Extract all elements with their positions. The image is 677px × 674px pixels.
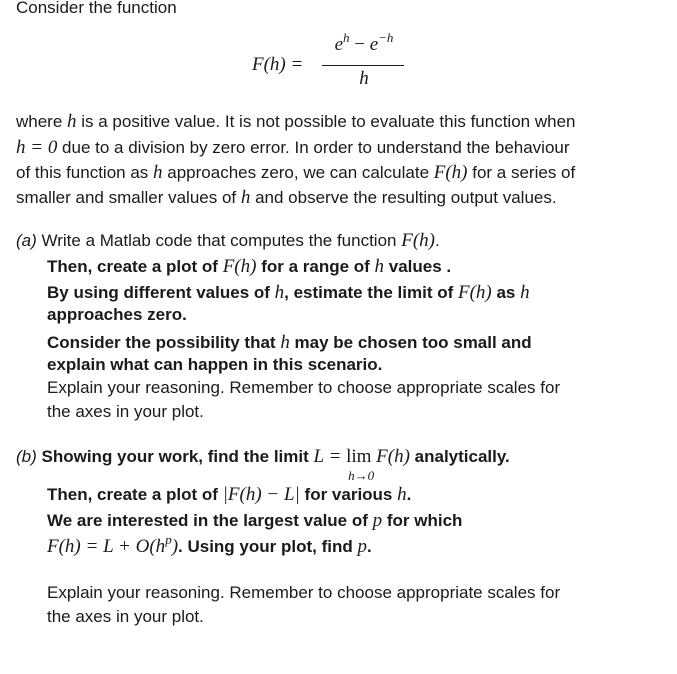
formula-numerator	[324, 30, 404, 56]
num-e2: e	[369, 34, 379, 55]
part-a-line-1	[16, 230, 440, 252]
num-exp1: h	[343, 30, 350, 45]
part-a-line-7	[47, 377, 560, 399]
text: explain what can happen in this scenario.	[47, 355, 383, 374]
math-big-o	[47, 532, 179, 557]
math-F: F(h)	[371, 446, 410, 467]
text: as	[491, 283, 521, 302]
paragraph-line-3	[16, 162, 575, 184]
text: . Using your plot, find	[178, 537, 358, 556]
part-a-line-6	[47, 354, 382, 376]
formula-denominator: h	[359, 68, 369, 89]
text: .	[366, 537, 372, 556]
text: Showing your work, find the limit	[36, 447, 314, 466]
part-b-line-6	[47, 606, 204, 628]
text: Then, create a plot of	[47, 485, 223, 504]
text: smaller and smaller values of	[16, 188, 241, 207]
paragraph-line-4	[16, 187, 557, 209]
text: We are interested in the largest value of	[47, 511, 373, 530]
text: where	[16, 112, 68, 131]
math-p: p	[357, 536, 367, 557]
part-a-line-4	[47, 304, 187, 326]
math-part: F(h) = L + O(h	[47, 536, 166, 557]
text: Explain your reasoning. Remember to choose appropriate scales for	[47, 378, 561, 397]
part-a-line-8	[47, 401, 204, 423]
math-h: h	[153, 162, 163, 183]
text: for a series of	[467, 163, 576, 182]
math-h: h	[274, 282, 285, 303]
text: due to a division by zero error. In order to understand the behaviour	[57, 138, 570, 157]
text: is a positive value. It is not possible to evaluate this function when	[76, 112, 576, 131]
intro-text	[16, 0, 177, 19]
text: approaches zero, we can calculate	[162, 163, 434, 182]
part-b-line-5	[47, 582, 560, 604]
text: values .	[384, 257, 452, 276]
limit-operator	[346, 446, 375, 483]
text: for which	[382, 511, 463, 530]
text: analytically.	[409, 447, 510, 466]
text: of this function as	[16, 163, 154, 182]
text: for various	[299, 485, 398, 504]
part-a-line-5	[47, 332, 532, 354]
part-b-line-2	[47, 484, 411, 506]
math-h: h	[67, 111, 77, 132]
part-b-line-4	[47, 532, 372, 558]
formula-lhs: F(h) =	[252, 54, 304, 75]
text: and observe the resulting output values.	[250, 188, 557, 207]
text: the axes in your plot.	[47, 607, 204, 626]
math-h: h	[374, 256, 385, 277]
text: the axes in your plot.	[47, 402, 204, 421]
text: Consider the possibility that	[47, 333, 281, 352]
text: By using different values of	[47, 283, 275, 302]
text: .	[406, 485, 412, 504]
num-exp2: −h	[378, 30, 394, 45]
math-F: F(h)	[433, 162, 468, 183]
lim-subscript: h→0	[348, 468, 375, 483]
part-b-line-1	[16, 446, 510, 483]
num-minus: −	[349, 34, 370, 55]
num-e1: e	[334, 34, 343, 55]
text: Then, create a plot of	[47, 257, 223, 276]
math-h: h	[240, 187, 251, 208]
math-abs: |F(h) − L|	[222, 484, 300, 505]
math-F: F(h)	[401, 230, 435, 251]
text: .	[434, 231, 440, 250]
intro-line: Consider the function	[16, 0, 177, 17]
math-L: L =	[313, 446, 347, 467]
part-b-line-3	[47, 510, 462, 532]
function-formula	[252, 30, 422, 94]
part-a-line-2	[47, 256, 451, 278]
paragraph-line-2	[16, 137, 570, 159]
fraction-bar	[322, 65, 404, 66]
part-a-label: (a)	[16, 231, 37, 250]
math-h: h	[280, 332, 290, 353]
math-F: F(h)	[222, 256, 257, 277]
text: may be chosen too small and	[289, 333, 532, 352]
math-p: p	[372, 510, 383, 531]
math-part: )	[171, 536, 179, 557]
text: Write a Matlab code that computes the function	[36, 231, 402, 250]
text: Explain your reasoning. Remember to choose appropriate scales for	[47, 583, 561, 602]
math-F: F(h)	[457, 282, 492, 303]
math-exp: p	[165, 532, 172, 547]
math-h-zero: h = 0	[16, 137, 58, 158]
text: approaches zero.	[47, 305, 187, 324]
part-b-label: (b)	[16, 447, 37, 466]
text: for a range of	[256, 257, 375, 276]
part-a-line-3	[47, 282, 530, 304]
text: , estimate the limit of	[284, 283, 458, 302]
math-h: h	[520, 282, 530, 303]
lim-text: lim	[346, 446, 372, 467]
math-h: h	[397, 484, 407, 505]
paragraph-line-1	[16, 111, 575, 133]
